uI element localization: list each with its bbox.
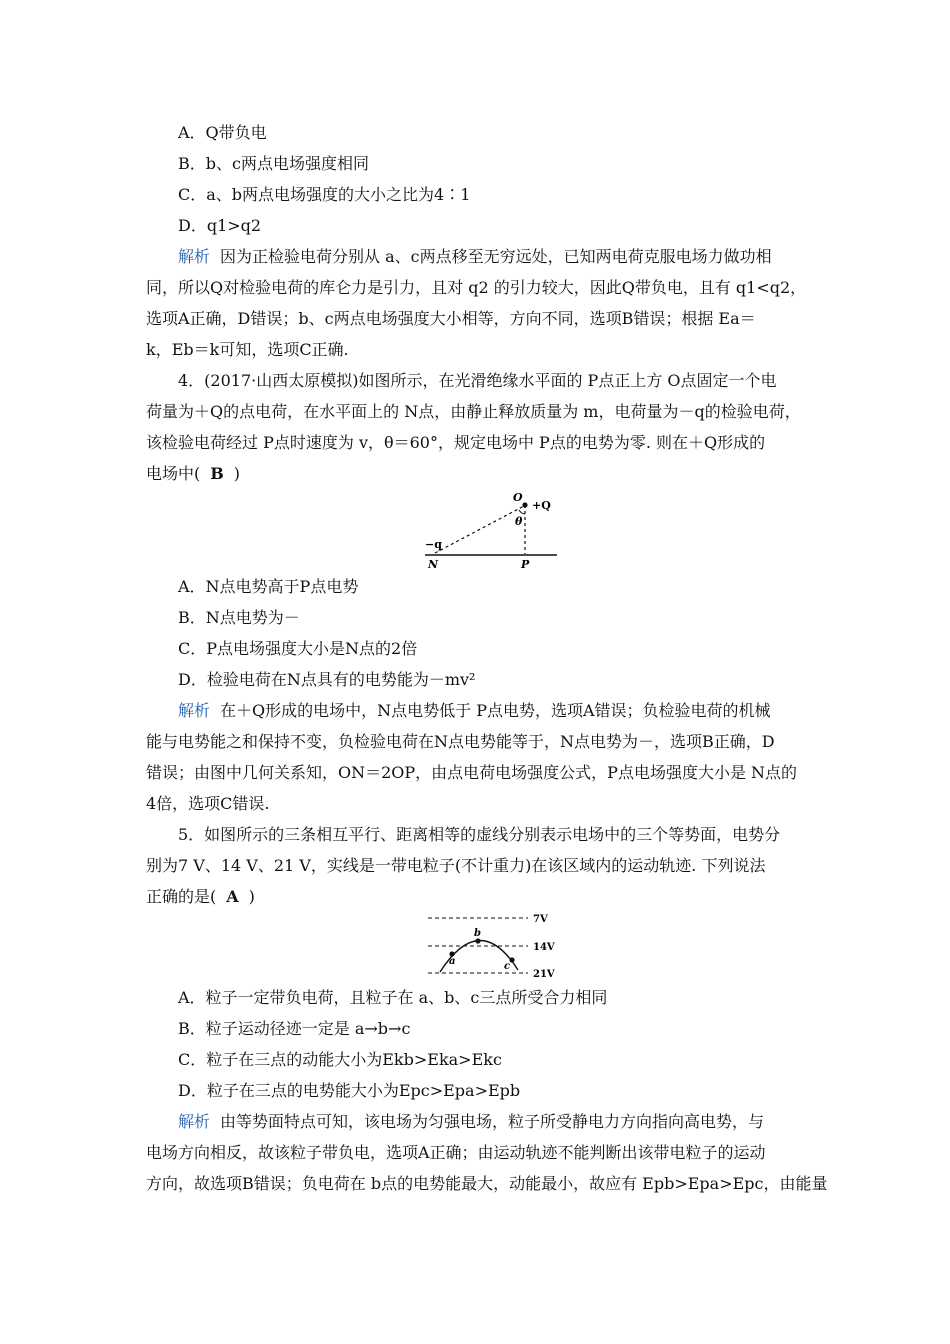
q4-figure bbox=[415, 490, 565, 575]
q5-stem-close: ) bbox=[248, 887, 255, 906]
label-o: O bbox=[513, 491, 523, 504]
q5-stem-line-2: 别为7 V、14 V、21 V，实线是一带电粒子(不计重力)在该区域内的运动轨迹. 下列说法 bbox=[146, 856, 766, 875]
q3-option-d: D．q1>q2 bbox=[178, 216, 262, 235]
q5-analysis-line-3: 方向，故选项B错误；负电荷在 b点的电势能最大，动能最小，故应有 Epb>Epa>Epc，由能量 bbox=[146, 1174, 828, 1193]
label-n: N bbox=[428, 558, 439, 571]
q4-analysis-line-4: 4倍，选项C错误. bbox=[146, 794, 270, 813]
q5-analysis-line-1 bbox=[178, 1112, 764, 1132]
q4-analysis-line-3: 错误；由图中几何关系知，ON＝2OP，由点电荷电场强度公式，P点电场强度大小是 N点的 bbox=[146, 763, 798, 782]
q4-option-a: A．N点电势高于P点电势 bbox=[178, 577, 359, 596]
q5-option-a: A．粒子一定带负电荷，且粒子在 a、b、c三点所受合力相同 bbox=[178, 988, 608, 1007]
label-b: b bbox=[474, 928, 481, 939]
q5-option-b: B．粒子运动径迹一定是 a→b→c bbox=[178, 1019, 411, 1038]
q4-stem-close: ) bbox=[233, 464, 241, 483]
label-14v: 14V bbox=[533, 942, 555, 953]
q4-stem-line-1: 4．(2017·山西太原模拟)如图所示，在光滑绝缘水平面的 P点正上方 O点固定一个电 bbox=[178, 371, 777, 390]
q4-option-b: B．N点电势为－ bbox=[178, 608, 300, 627]
q4-answer: B bbox=[210, 464, 224, 483]
q3-analysis-line-4: k，Eb＝k可知，选项C正确. bbox=[146, 340, 349, 359]
label-theta: θ bbox=[515, 515, 523, 528]
q3-option-a: A．Q带负电 bbox=[178, 123, 267, 142]
q4-option-d: D．检验电荷在N点具有的电势能为－mv² bbox=[178, 670, 476, 689]
q5-answer: A bbox=[226, 887, 239, 906]
q5-figure bbox=[418, 910, 568, 982]
q5-analysis-text-1: 由等势面特点可知，该电场为匀强电场，粒子所受静电力方向指向高电势，与 bbox=[220, 1112, 765, 1131]
theta-arc bbox=[519, 510, 525, 514]
point-b-dot bbox=[475, 938, 480, 943]
q4-analysis-line-1 bbox=[178, 701, 771, 721]
q3-option-c: C．a、b两点电场强度的大小之比为4∶1 bbox=[178, 185, 471, 204]
line-n-to-o bbox=[435, 506, 524, 553]
q3-option-b: B．b、c两点电场强度相同 bbox=[178, 154, 369, 173]
label-21v: 21V bbox=[533, 969, 555, 980]
q4-option-c: C．P点电场强度大小是N点的2倍 bbox=[178, 639, 418, 658]
analysis-label: 解析 bbox=[178, 1112, 211, 1131]
q3-analysis-text-1: 因为正检验电荷分别从 a、c两点移至无穷远处，已知两电荷克服电场力做功相 bbox=[220, 247, 772, 266]
q5-stem-text: 正确的是( bbox=[146, 887, 217, 906]
q5-option-d: D．粒子在三点的电势能大小为Epc>Epa>Epb bbox=[178, 1081, 521, 1100]
q4-stem-line-3: 该检验电荷经过 P点时速度为 v，θ＝60°，规定电场中 P点的电势为零. 则在＋Q形成的 bbox=[146, 433, 766, 452]
label-7v: 7V bbox=[533, 914, 548, 925]
label-plus-q: +Q bbox=[532, 499, 551, 512]
analysis-label: 解析 bbox=[178, 247, 211, 266]
q5-analysis-line-2: 电场方向相反，故该粒子带负电，选项A正确；由运动轨迹不能判断出该带电粒子的运动 bbox=[146, 1143, 766, 1162]
q3-analysis-line-2: 同，所以Q对检验电荷的库仑力是引力，且对 q2 的引力较大，因此Q带负电，且有 q1<q2， bbox=[146, 278, 807, 297]
charge-o-dot bbox=[522, 502, 527, 507]
q4-stem-text: 电场中( bbox=[146, 464, 201, 483]
q3-analysis-line-3: 选项A正确，D错误；b、c两点电场强度大小相等，方向不同，选项B错误；根据 Ea＝ bbox=[146, 309, 756, 328]
q4-analysis-text-1: 在＋Q形成的电场中，N点电势低于 P点电势，选项A错误；负检验电荷的机械 bbox=[220, 701, 771, 720]
q4-stem-line-4 bbox=[146, 464, 240, 484]
label-minus-q: −q bbox=[425, 538, 442, 551]
label-a: a bbox=[449, 956, 456, 967]
q4-stem-line-2: 荷量为＋Q的点电荷，在水平面上的 N点，由静止释放质量为 m，电荷量为－q的检验电荷， bbox=[146, 402, 801, 421]
q5-stem-line-3 bbox=[146, 887, 255, 907]
q4-analysis-line-2: 能与电势能之和保持不变，负检验电荷在N点电势能等于，N点电势为－，选项B正确，D bbox=[146, 732, 775, 751]
analysis-label: 解析 bbox=[178, 701, 211, 720]
q3-analysis-line-1 bbox=[178, 247, 772, 267]
q5-option-c: C．粒子在三点的动能大小为Ekb>Eka>Ekc bbox=[178, 1050, 502, 1069]
label-p: P bbox=[521, 558, 530, 571]
q5-stem-line-1: 5．如图所示的三条相互平行、距离相等的虚线分别表示电场中的三个等势面，电势分 bbox=[178, 825, 781, 844]
label-c: c bbox=[504, 961, 511, 972]
point-c-dot bbox=[509, 957, 514, 962]
